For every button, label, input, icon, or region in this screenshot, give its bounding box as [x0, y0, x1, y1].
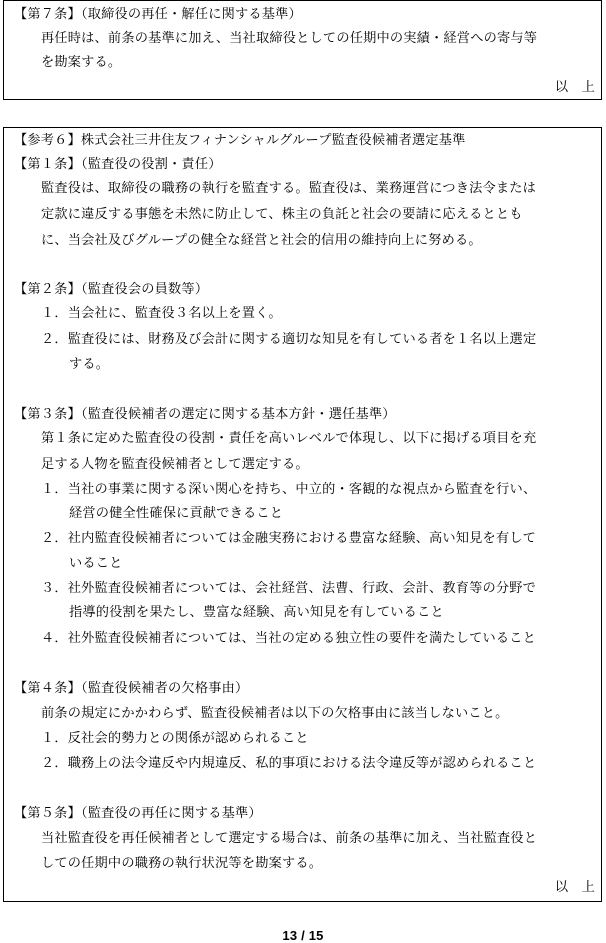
- body-line: 定款に違反する事態を未然に防止して、株主の負託と社会の要請に応えるととも: [41, 207, 523, 222]
- article-heading: 【第７条】（取締役の再任・解任に関する基準）: [14, 7, 302, 22]
- list-item-continued: 指導的役割を果たし、豊富な経験、高い知見を有していること: [69, 605, 444, 620]
- article-heading: 【第２条】（監査役会の員数等）: [14, 282, 209, 297]
- list-item: ２．社内監査役候補者については金融実務における豊富な経験、高い知見を有して: [41, 531, 537, 546]
- list-item: ４．社外監査役候補者については、当社の定める独立性の要件を満たしていること: [41, 631, 537, 646]
- end-mark: 以 上: [554, 880, 595, 895]
- list-item: ３．社外監査役候補者については、会社経営、法曹、行政、会計、教育等の分野で: [41, 581, 537, 596]
- body-line: 当社監査役を再任候補者として選定する場合は、前条の基準に加え、当社監査役と: [41, 831, 538, 846]
- body-line: 足する人物を監査役候補者として選定する。: [41, 457, 309, 472]
- list-item: １．当社の事業に関する深い関心を持ち、中立的・客観的な視点から監査を行い、: [41, 482, 537, 497]
- list-item-continued: いること: [69, 556, 123, 571]
- list-item: ２．監査役には、財務及び会計に関する適切な知見を有している者を１名以上選定: [41, 332, 537, 347]
- reference-6-box: [3, 127, 602, 902]
- end-mark: 以 上: [554, 80, 595, 95]
- body-line: 再任時は、前条の基準に加え、当社取締役としての任期中の実績・経営への寄与等: [41, 31, 538, 46]
- article-heading: 【第３条】（監査役候補者の選定に関する基本方針・選任基準）: [14, 407, 396, 422]
- list-item: ２．職務上の法令違反や内規違反、私的事項における法令違反等が認められること: [41, 756, 537, 771]
- page-number: 13 / 15: [282, 928, 324, 943]
- article-7-box: [3, 0, 602, 100]
- list-item-continued: 経営の健全性確保に貢献できること: [69, 506, 284, 521]
- list-item: １．反社会的勢力との関係が認められること: [41, 731, 309, 746]
- article-heading: 【第５条】（監査役の再任に関する基準）: [14, 806, 262, 821]
- body-line: に、当会社及びグループの健全な経営と社会的信用の維持向上に努める。: [41, 233, 482, 248]
- article-heading: 【第４条】（監査役候補者の欠格事由）: [14, 681, 249, 696]
- article-heading: 【第１条】（監査役の役割・責任）: [14, 157, 222, 172]
- body-line: 第１条に定めた監査役の役割・責任を高いレベルで体現し、以下に掲げる項目を充: [41, 431, 537, 446]
- body-line: を勘案する。: [41, 55, 122, 70]
- body-line: しての任期中の職務の執行状況等を勘案する。: [41, 856, 323, 871]
- body-line: 前条の規定にかかわらず、監査役候補者は以下の欠格事由に該当しないこと。: [41, 706, 509, 721]
- body-line: 監査役は、取締役の職務の執行を監査する。監査役は、業務運営につき法令または: [41, 181, 537, 196]
- reference-title: 【参考６】株式会社三井住友フィナンシャルグループ監査役候補者選定基準: [14, 133, 466, 148]
- list-item-continued: する。: [69, 357, 110, 372]
- list-item: １．当会社に、監査役３名以上を置く。: [41, 306, 282, 321]
